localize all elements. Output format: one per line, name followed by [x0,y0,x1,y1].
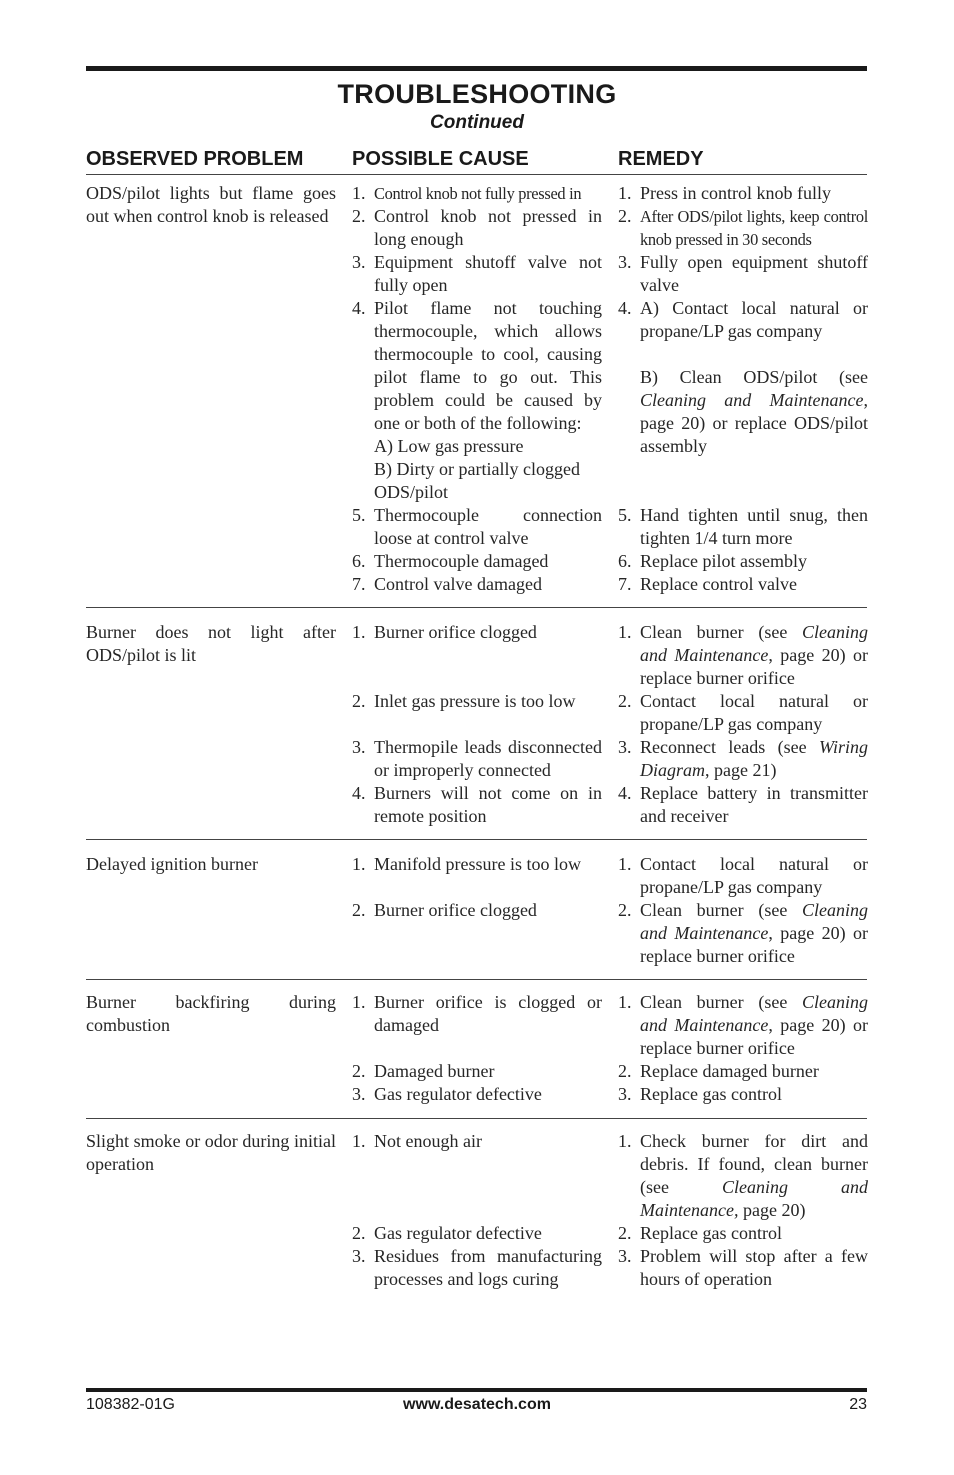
list-item: 4. Replace battery in transmitter and receiver [618,783,868,826]
row-1-remedies [618,182,868,596]
list-item: 3. Thermopile leads disconnected or improperly connected [352,737,602,780]
list-item: 3. Reconnect leads (see Wiring Diagram, page 21) [618,737,868,780]
column-header-problem: OBSERVED PROBLEM [86,148,304,170]
list-item: 3. Problem will stop after a few hours of operation [618,1246,868,1289]
list-item: 4. Burners will not come on in remote position [352,783,602,826]
list-item: 1. Manifold pressure is too low [352,854,581,874]
list-item: 3. Fully open equipment shutoff valve [618,252,868,295]
list-item: 3. Gas regulator defective [352,1084,542,1104]
column-header-remedy: REMEDY [618,148,704,170]
row-1-causes [352,182,602,596]
row-3-problem: Delayed ignition burner [86,854,258,874]
list-item: 3. Residues from manufacturing processes and logs curing [352,1246,602,1289]
list-item: 2. Replace damaged burner [618,1061,819,1081]
list-item: 4. Pilot flame not touching thermocouple, which allows thermocouple to cool, causing pilot flame to go out. This problem could be caused by one or both of the following: A) Low gas pressure B) Dirty or partially clogged ODS/pilot [352,298,602,502]
page-subtitle: Continued [430,112,524,133]
column-header-cause: POSSIBLE CAUSE [352,148,529,170]
list-item: 2. Gas regulator defective [352,1223,542,1243]
page-title: TROUBLESHOOTING [337,79,617,109]
row-4-problem: Burner backfiring during combustion [86,992,336,1035]
list-item: 1. Control knob not fully pressed in [352,183,582,203]
row-4-causes [352,991,602,1106]
row-divider [86,979,867,980]
header-rule [86,174,867,175]
website-link[interactable]: www.desatech.com [403,1396,551,1413]
list-item: 1. Clean burner (see Cleaning and Maintenance, page 20) or replace burner orifice [618,622,868,688]
row-3-remedies [618,853,868,968]
list-item: 6. Thermocouple damaged [352,551,549,571]
list-item: 2. Clean burner (see Cleaning and Maintenance, page 20) or replace burner orifice [618,900,868,966]
top-rule [86,66,867,71]
list-item: 2. Replace gas control [618,1223,782,1243]
row-4-remedies [618,991,868,1106]
list-item: 3. Equipment shutoff valve not fully open [352,252,602,295]
list-item: 5. Thermocouple connection loose at control valve [352,505,602,548]
list-item: 6. Replace pilot assembly [618,551,807,571]
list-item: 5. Hand tighten until snug, then tighten 1/4 turn more [618,505,868,548]
list-item: 7. Control valve damaged [352,574,542,594]
list-item: 1. Press in control knob fully [618,183,831,203]
row-divider [86,839,867,840]
row-5-problem: Slight smoke or odor during initial operation [86,1131,336,1174]
list-item: 3. Replace gas control [618,1084,782,1104]
list-item: 1. Burner orifice is clogged or damaged [352,992,602,1035]
list-item: 1. Burner orifice clogged [352,622,537,642]
row-divider [86,607,867,608]
list-item: 1. Contact local natural or propane/LP gas company [618,854,868,897]
list-item: 2. Contact local natural or propane/LP gas company [618,691,868,734]
list-item: 4. A) Contact local natural or propane/LP gas company B) Clean ODS/pilot (see Cleaning and Maintenance, page 20) or replace ODS/pilot assembly [618,298,868,456]
row-2-problem: Burner does not light after ODS/pilot is lit [86,622,336,665]
row-1-problem: ODS/pilot lights but flame goes out when control knob is released [86,183,336,226]
row-5-causes [352,1130,602,1291]
row-3-causes [352,853,602,922]
list-item: 1. Clean burner (see Cleaning and Maintenance, page 20) or replace burner orifice [618,992,868,1058]
row-2-causes [352,621,602,828]
list-item: 1. Check burner for dirt and debris. If found, clean burner (see Cleaning and Maintenance, page 20) [618,1131,869,1220]
list-item: 7. Replace control valve [618,574,797,594]
bottom-rule [86,1388,867,1392]
page-number: 23 [849,1396,867,1413]
list-item: 1. Not enough air [352,1131,482,1151]
doc-number: 108382-01G [86,1396,175,1413]
list-item: 2. After ODS/pilot lights, keep control knob pressed in 30 seconds [618,206,868,249]
list-item: 2. Burner orifice clogged [352,900,537,920]
list-item: 2. Control knob not pressed in long enough [352,206,602,249]
list-item: 2. Inlet gas pressure is too low [352,691,576,711]
row-2-remedies [618,621,868,828]
row-divider [86,1118,867,1119]
row-5-remedies [618,1130,868,1291]
list-item: 2. Damaged burner [352,1061,495,1081]
